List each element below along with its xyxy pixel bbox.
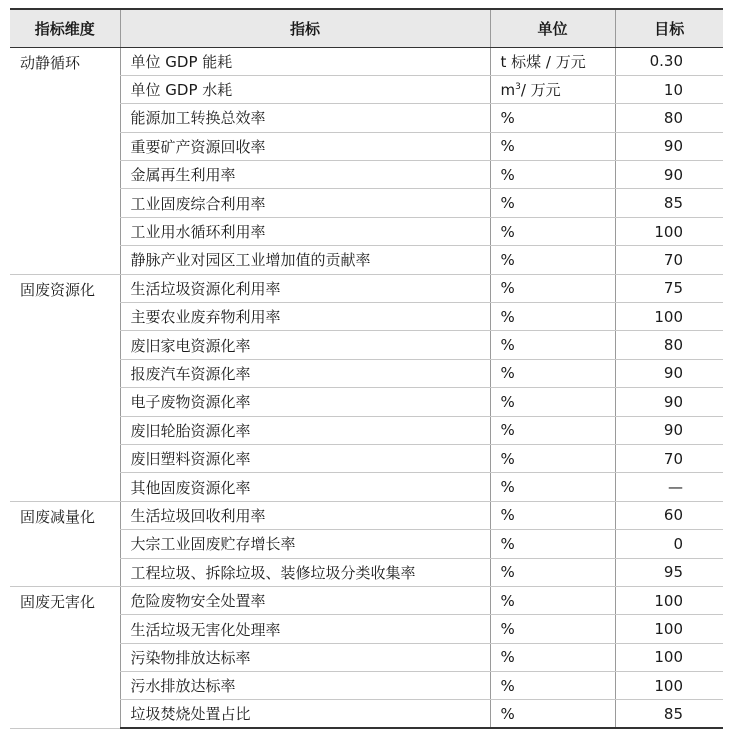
- table-row: [10, 274, 723, 302]
- unit-cell: %: [490, 530, 615, 558]
- indicator-cell: 电子废物资源化率: [120, 388, 490, 416]
- indicator-cell: 大宗工业固废贮存增长率: [120, 530, 490, 558]
- target-cell: 75: [615, 274, 723, 302]
- unit-cell: %: [490, 615, 615, 643]
- target-cell: 100: [615, 586, 723, 614]
- unit-cell: %: [490, 132, 615, 160]
- header-category: 指标维度: [10, 9, 120, 47]
- indicator-cell: 静脉产业对园区工业增加值的贡献率: [120, 246, 490, 274]
- target-cell: 100: [615, 643, 723, 671]
- unit-rest: / 万元: [520, 81, 561, 100]
- target-cell: 90: [615, 359, 723, 387]
- target-cell: 100: [615, 303, 723, 331]
- indicator-cell: 工程垃圾、拆除垃圾、装修垃圾分类收集率: [120, 558, 490, 586]
- target-cell: 90: [615, 132, 723, 160]
- target-cell: 0: [615, 530, 723, 558]
- unit-cell: %: [490, 672, 615, 700]
- target-cell: —: [615, 473, 723, 501]
- header-target: 目标: [615, 9, 723, 47]
- target-cell: 100: [615, 672, 723, 700]
- indicator-cell: 污染物排放达标率: [120, 643, 490, 671]
- indicator-cell: 废旧家电资源化率: [120, 331, 490, 359]
- unit-cell: %: [490, 643, 615, 671]
- unit-cell: [490, 75, 615, 103]
- target-cell: 90: [615, 388, 723, 416]
- header-unit: 单位: [490, 9, 615, 47]
- indicator-cell: 其他固废资源化率: [120, 473, 490, 501]
- indicator-cell: 废旧塑料资源化率: [120, 444, 490, 472]
- target-cell: 70: [615, 246, 723, 274]
- unit-cell: %: [490, 303, 615, 331]
- indicator-table: [10, 8, 723, 729]
- target-cell: 95: [615, 558, 723, 586]
- target-cell: 70: [615, 444, 723, 472]
- table-body: [10, 47, 723, 728]
- unit-cell: %: [490, 558, 615, 586]
- unit-cell: %: [490, 586, 615, 614]
- indicator-cell: 能源加工转换总效率: [120, 104, 490, 132]
- indicator-cell: 金属再生利用率: [120, 161, 490, 189]
- target-cell: 80: [615, 331, 723, 359]
- unit-cell: %: [490, 700, 615, 728]
- header-indicator: 指标: [120, 9, 490, 47]
- unit-cell: %: [490, 444, 615, 472]
- category-cell: 动静循环: [10, 47, 120, 274]
- target-cell: 10: [615, 75, 723, 103]
- target-cell: 80: [615, 104, 723, 132]
- target-cell: 100: [615, 615, 723, 643]
- table-row: [10, 586, 723, 614]
- table-row: [10, 47, 723, 75]
- unit-cell: %: [490, 246, 615, 274]
- unit-base: m: [500, 81, 516, 100]
- indicator-cell: 生活垃圾回收利用率: [120, 501, 490, 529]
- target-cell: 85: [615, 189, 723, 217]
- indicator-cell: 污水排放达标率: [120, 672, 490, 700]
- unit-cell: %: [490, 359, 615, 387]
- unit-cell: %: [490, 416, 615, 444]
- indicator-cell: 生活垃圾资源化利用率: [120, 274, 490, 302]
- category-cell: 固废资源化: [10, 274, 120, 501]
- unit-cell: %: [490, 388, 615, 416]
- target-cell: 0.30: [615, 47, 723, 75]
- unit-cell: %: [490, 217, 615, 245]
- unit-cell: %: [490, 189, 615, 217]
- indicator-cell: 垃圾焚烧处置占比: [120, 700, 490, 728]
- table-row: [10, 501, 723, 529]
- unit-cell: %: [490, 501, 615, 529]
- unit-cell: %: [490, 473, 615, 501]
- target-cell: 90: [615, 416, 723, 444]
- target-cell: 60: [615, 501, 723, 529]
- indicator-cell: 报废汽车资源化率: [120, 359, 490, 387]
- indicator-cell: 重要矿产资源回收率: [120, 132, 490, 160]
- indicator-cell: 生活垃圾无害化处理率: [120, 615, 490, 643]
- indicator-cell: 工业固废综合利用率: [120, 189, 490, 217]
- header-row: [10, 9, 723, 47]
- unit-cell: %: [490, 104, 615, 132]
- unit-cell: %: [490, 331, 615, 359]
- indicator-cell: 废旧轮胎资源化率: [120, 416, 490, 444]
- target-cell: 90: [615, 161, 723, 189]
- category-cell: 固废减量化: [10, 501, 120, 586]
- indicator-cell: 单位 GDP 水耗: [120, 75, 490, 103]
- unit-cell: %: [490, 161, 615, 189]
- target-cell: 85: [615, 700, 723, 728]
- category-cell: 固废无害化: [10, 586, 120, 728]
- target-cell: 100: [615, 217, 723, 245]
- indicator-cell: 单位 GDP 能耗: [120, 47, 490, 75]
- indicator-cell: 工业用水循环利用率: [120, 217, 490, 245]
- indicator-cell: 危险废物安全处置率: [120, 586, 490, 614]
- unit-cell: %: [490, 274, 615, 302]
- unit-cell: t 标煤 / 万元: [490, 47, 615, 75]
- indicator-cell: 主要农业废弃物利用率: [120, 303, 490, 331]
- unit-superscript: 3: [515, 82, 521, 93]
